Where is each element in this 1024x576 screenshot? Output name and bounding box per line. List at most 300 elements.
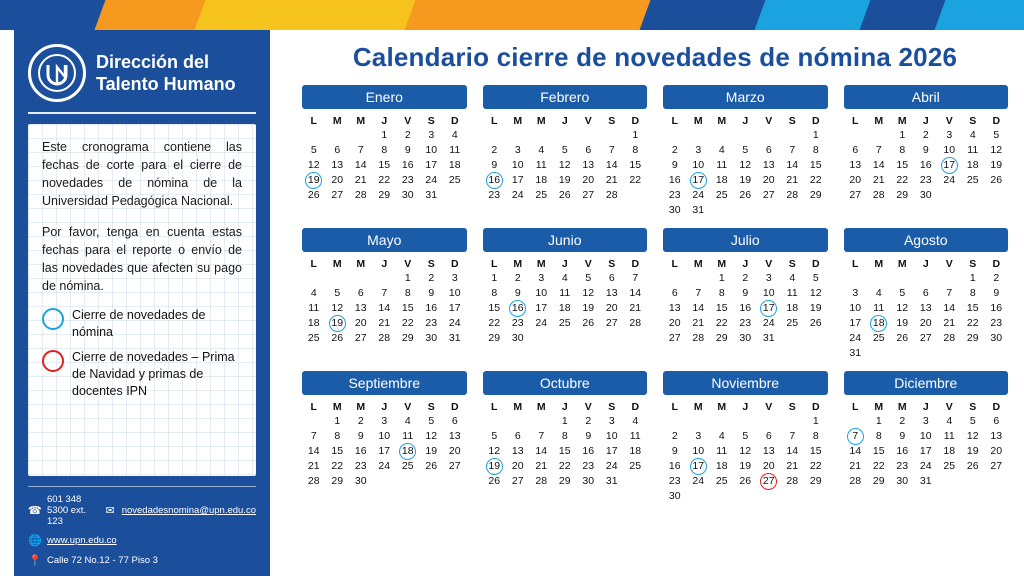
week-row bbox=[844, 286, 1009, 301]
week-row bbox=[844, 143, 1009, 158]
day-cell: 24 bbox=[919, 460, 932, 472]
weekday-header: V bbox=[404, 401, 412, 413]
weekday-header: D bbox=[450, 115, 459, 127]
day-cell-empty bbox=[710, 203, 734, 218]
day-cell-empty bbox=[373, 474, 397, 489]
month-table bbox=[844, 256, 1009, 361]
day-cell: 12 bbox=[809, 287, 822, 299]
day-cell: 5 bbox=[334, 287, 341, 299]
day-cell: 20 bbox=[849, 174, 862, 186]
week-row bbox=[663, 143, 828, 158]
address-text: Calle 72 No.12 - 77 Piso 3 bbox=[47, 555, 158, 566]
day-cell: 18 bbox=[307, 317, 320, 329]
week-row bbox=[663, 286, 828, 301]
day-cell: 16 bbox=[739, 302, 752, 314]
day-cell-empty bbox=[302, 271, 326, 286]
week-row bbox=[663, 331, 828, 346]
day-cell: 15 bbox=[872, 445, 885, 457]
day-cell: 13 bbox=[605, 287, 618, 299]
day-cell: 22 bbox=[896, 174, 909, 186]
day-cell: 25 bbox=[535, 189, 548, 201]
day-cell: 14 bbox=[378, 302, 391, 314]
day-cell: 19 bbox=[425, 445, 438, 457]
week-row bbox=[302, 271, 467, 286]
weekday-header: V bbox=[584, 258, 592, 270]
contact-address bbox=[28, 554, 256, 567]
day-cell: 29 bbox=[558, 475, 571, 487]
day-cell: 22 bbox=[715, 317, 728, 329]
month-title: Abril bbox=[844, 85, 1009, 109]
week-row bbox=[844, 301, 1009, 316]
day-cell: 30 bbox=[990, 332, 1003, 344]
day-cell: 24 bbox=[849, 332, 862, 344]
day-cell: 13 bbox=[331, 159, 344, 171]
day-cell: 9 bbox=[514, 287, 521, 299]
day-cell: 24 bbox=[762, 317, 775, 329]
week-row bbox=[844, 346, 1009, 361]
weekday-header: D bbox=[811, 401, 820, 413]
day-cell: 24 bbox=[692, 189, 705, 201]
day-cell: 20 bbox=[331, 174, 344, 186]
day-cell: 30 bbox=[919, 189, 932, 201]
day-cell: 8 bbox=[875, 430, 882, 442]
weekday-header: S bbox=[427, 258, 435, 270]
weekday-header: S bbox=[608, 258, 616, 270]
weekday-header: J bbox=[742, 401, 749, 413]
week-row bbox=[844, 444, 1009, 459]
day-cell: 10 bbox=[919, 430, 932, 442]
day-cell: 6 bbox=[585, 144, 592, 156]
week-row bbox=[302, 173, 467, 188]
day-cell: 6 bbox=[852, 144, 859, 156]
weekday-header: J bbox=[381, 258, 388, 270]
weekday-header: M bbox=[693, 401, 703, 413]
weekday-header: M bbox=[874, 401, 884, 413]
week-row bbox=[483, 128, 648, 143]
weekday-header: J bbox=[922, 115, 929, 127]
day-cell: 2 bbox=[742, 272, 749, 284]
day-cell: 4 bbox=[451, 129, 458, 141]
day-cell-empty bbox=[443, 474, 467, 489]
day-cell-empty bbox=[781, 489, 805, 504]
day-cell: 22 bbox=[629, 174, 642, 186]
day-cell: 17 bbox=[511, 174, 524, 186]
day-cell: 4 bbox=[310, 287, 317, 299]
weekday-header: S bbox=[788, 115, 796, 127]
day-cell: 12 bbox=[582, 287, 595, 299]
day-cell: 23 bbox=[425, 317, 438, 329]
day-cell: 18 bbox=[786, 302, 799, 314]
day-cell: 12 bbox=[307, 159, 320, 171]
day-cell: 13 bbox=[762, 159, 775, 171]
weekday-header: M bbox=[897, 115, 907, 127]
day-cell-empty bbox=[867, 128, 891, 143]
day-cell: 14 bbox=[307, 445, 320, 457]
day-cell: 12 bbox=[488, 445, 501, 457]
weekday-header: S bbox=[608, 401, 616, 413]
day-cell-empty bbox=[663, 128, 687, 143]
day-cell: 2 bbox=[899, 415, 906, 427]
day-cell: 15 bbox=[809, 159, 822, 171]
day-cell: 4 bbox=[718, 430, 725, 442]
weekday-header: M bbox=[717, 401, 727, 413]
day-cell: 29 bbox=[331, 475, 344, 487]
day-cell: 21 bbox=[629, 302, 642, 314]
day-cell: 31 bbox=[762, 332, 775, 344]
month-noviembre bbox=[663, 371, 828, 504]
week-row bbox=[302, 414, 467, 429]
day-cell: 21 bbox=[786, 174, 799, 186]
day-cell-empty bbox=[985, 346, 1009, 361]
day-cell-empty bbox=[867, 271, 891, 286]
weekday-header: M bbox=[513, 401, 523, 413]
day-cell: 29 bbox=[401, 332, 414, 344]
month-junio bbox=[483, 228, 648, 361]
day-cell-marked: 19 bbox=[331, 317, 344, 329]
day-cell: 24 bbox=[605, 460, 618, 472]
day-cell: 11 bbox=[716, 159, 728, 171]
day-cell: 15 bbox=[966, 302, 979, 314]
day-cell: 17 bbox=[919, 445, 932, 457]
day-cell: 27 bbox=[354, 332, 367, 344]
day-cell: 17 bbox=[448, 302, 461, 314]
ribbon-stripe bbox=[195, 0, 436, 30]
day-cell: 6 bbox=[765, 430, 772, 442]
day-cell: 26 bbox=[425, 460, 438, 472]
day-cell-marked: 16 bbox=[511, 302, 524, 314]
day-cell: 25 bbox=[558, 317, 571, 329]
day-cell: 30 bbox=[739, 332, 752, 344]
weekday-header: D bbox=[811, 258, 820, 270]
week-row bbox=[663, 474, 828, 489]
day-cell-marked: 19 bbox=[488, 460, 501, 472]
day-cell: 3 bbox=[922, 415, 929, 427]
week-row bbox=[663, 301, 828, 316]
day-cell-empty bbox=[530, 331, 554, 346]
legend bbox=[42, 307, 242, 399]
day-cell: 26 bbox=[558, 189, 571, 201]
month-table bbox=[663, 399, 828, 504]
day-cell: 27 bbox=[331, 189, 344, 201]
day-cell: 16 bbox=[582, 445, 595, 457]
month-title: Septiembre bbox=[302, 371, 467, 395]
day-cell: 10 bbox=[605, 430, 618, 442]
day-cell: 15 bbox=[896, 159, 909, 171]
day-cell-empty bbox=[624, 331, 648, 346]
day-cell: 2 bbox=[404, 129, 411, 141]
weekday-header: V bbox=[945, 258, 953, 270]
day-cell: 28 bbox=[786, 189, 799, 201]
day-cell-empty bbox=[577, 331, 601, 346]
day-cell: 22 bbox=[378, 174, 391, 186]
day-cell: 5 bbox=[742, 430, 749, 442]
day-cell-empty bbox=[757, 489, 781, 504]
day-cell: 6 bbox=[514, 430, 521, 442]
day-cell: 26 bbox=[966, 460, 979, 472]
day-cell: 7 bbox=[632, 272, 639, 284]
weekday-header: J bbox=[381, 115, 388, 127]
day-cell: 1 bbox=[718, 272, 725, 284]
day-cell: 11 bbox=[629, 430, 641, 442]
day-cell-empty bbox=[938, 474, 962, 489]
day-cell: 28 bbox=[354, 189, 367, 201]
day-cell-empty bbox=[326, 271, 350, 286]
day-cell: 20 bbox=[762, 174, 775, 186]
sidebar bbox=[14, 30, 270, 576]
weekday-header: V bbox=[945, 401, 953, 413]
day-cell: 22 bbox=[809, 174, 822, 186]
day-cell: 11 bbox=[943, 430, 955, 442]
month-febrero bbox=[483, 85, 648, 218]
day-cell: 22 bbox=[488, 317, 501, 329]
day-cell: 20 bbox=[448, 445, 461, 457]
day-cell-marked: 17 bbox=[943, 159, 956, 171]
month-abril bbox=[844, 85, 1009, 218]
weekday-header: J bbox=[742, 258, 749, 270]
day-cell-empty bbox=[757, 414, 781, 429]
day-cell: 23 bbox=[919, 174, 932, 186]
weekday-header: M bbox=[356, 115, 366, 127]
weekday-header: M bbox=[536, 258, 546, 270]
day-cell: 12 bbox=[331, 302, 344, 314]
day-cell: 4 bbox=[718, 144, 725, 156]
day-cell: 28 bbox=[786, 475, 799, 487]
weekday-header: M bbox=[717, 115, 727, 127]
day-cell: 21 bbox=[354, 174, 367, 186]
day-cell: 26 bbox=[488, 475, 501, 487]
day-cell: 30 bbox=[582, 475, 595, 487]
day-cell: 20 bbox=[990, 445, 1003, 457]
day-cell: 5 bbox=[812, 272, 819, 284]
red-circle-icon bbox=[42, 350, 64, 372]
day-cell: 15 bbox=[558, 445, 571, 457]
day-cell-empty bbox=[302, 128, 326, 143]
phone-number: 601 348 5300 ext. 123 bbox=[47, 494, 87, 527]
weekday-header: M bbox=[332, 258, 342, 270]
day-cell: 21 bbox=[943, 317, 956, 329]
ribbon-stripe bbox=[405, 0, 666, 30]
day-cell: 9 bbox=[671, 445, 678, 457]
day-cell: 12 bbox=[990, 144, 1003, 156]
month-title: Diciembre bbox=[844, 371, 1009, 395]
day-cell: 13 bbox=[511, 445, 524, 457]
day-cell: 23 bbox=[354, 460, 367, 472]
weekday-header: J bbox=[561, 115, 568, 127]
day-cell: 7 bbox=[789, 430, 796, 442]
info-card bbox=[28, 124, 256, 476]
weekday-header: M bbox=[897, 258, 907, 270]
day-cell-empty bbox=[530, 414, 554, 429]
weekday-header: M bbox=[693, 258, 703, 270]
day-cell: 9 bbox=[357, 430, 364, 442]
day-cell: 12 bbox=[966, 430, 979, 442]
day-cell: 19 bbox=[990, 159, 1003, 171]
day-cell: 11 bbox=[449, 144, 461, 156]
weekday-header: S bbox=[608, 115, 616, 127]
weekday-header: D bbox=[631, 115, 640, 127]
day-cell: 3 bbox=[608, 415, 615, 427]
day-cell: 12 bbox=[425, 430, 438, 442]
week-row bbox=[302, 301, 467, 316]
day-cell: 26 bbox=[896, 332, 909, 344]
week-row bbox=[483, 444, 648, 459]
week-row bbox=[844, 158, 1009, 173]
day-cell: 20 bbox=[354, 317, 367, 329]
week-row bbox=[483, 158, 648, 173]
day-cell: 16 bbox=[425, 302, 438, 314]
day-cell: 14 bbox=[354, 159, 367, 171]
day-cell-marked: 19 bbox=[307, 174, 320, 186]
day-cell: 29 bbox=[872, 475, 885, 487]
day-cell: 27 bbox=[919, 332, 932, 344]
weekday-header: D bbox=[992, 401, 1001, 413]
weekday-header: V bbox=[765, 115, 773, 127]
week-row bbox=[663, 316, 828, 331]
month-table bbox=[302, 113, 467, 203]
day-cell: 4 bbox=[404, 415, 411, 427]
day-cell: 25 bbox=[943, 460, 956, 472]
weekday-header: J bbox=[561, 258, 568, 270]
day-cell-marked: 16 bbox=[488, 174, 501, 186]
day-cell: 25 bbox=[966, 174, 979, 186]
day-cell: 30 bbox=[401, 189, 414, 201]
day-cell: 30 bbox=[511, 332, 524, 344]
day-cell-empty bbox=[914, 346, 938, 361]
email-address[interactable]: novedadesnomina@upn.edu.co bbox=[121, 505, 256, 516]
day-cell: 10 bbox=[378, 430, 391, 442]
day-cell: 19 bbox=[582, 302, 595, 314]
day-cell: 5 bbox=[428, 415, 435, 427]
day-cell: 26 bbox=[331, 332, 344, 344]
day-cell: 9 bbox=[585, 430, 592, 442]
week-row bbox=[483, 316, 648, 331]
day-cell: 23 bbox=[739, 317, 752, 329]
day-cell: 23 bbox=[896, 460, 909, 472]
day-cell: 7 bbox=[875, 144, 882, 156]
day-cell-empty bbox=[938, 346, 962, 361]
week-row bbox=[483, 173, 648, 188]
contact-block bbox=[28, 486, 256, 567]
day-cell: 17 bbox=[605, 445, 618, 457]
day-cell: 18 bbox=[715, 174, 728, 186]
day-cell-empty bbox=[891, 271, 915, 286]
day-cell-empty bbox=[985, 474, 1009, 489]
day-cell: 15 bbox=[629, 159, 642, 171]
day-cell: 10 bbox=[943, 144, 956, 156]
weekday-header: D bbox=[450, 258, 459, 270]
day-cell: 30 bbox=[354, 475, 367, 487]
week-row bbox=[663, 429, 828, 444]
day-cell: 3 bbox=[765, 272, 772, 284]
day-cell-empty bbox=[600, 128, 624, 143]
day-cell: 30 bbox=[425, 332, 438, 344]
page-title: Calendario cierre de novedades de nómina 2026 bbox=[352, 42, 958, 72]
day-cell: 1 bbox=[812, 415, 819, 427]
day-cell: 14 bbox=[692, 302, 705, 314]
day-cell-empty bbox=[781, 331, 805, 346]
day-cell: 17 bbox=[378, 445, 391, 457]
week-row bbox=[663, 203, 828, 218]
day-cell: 31 bbox=[448, 332, 461, 344]
month-table bbox=[844, 113, 1009, 203]
month-agosto bbox=[844, 228, 1009, 361]
day-cell: 16 bbox=[668, 174, 681, 186]
week-row bbox=[844, 414, 1009, 429]
day-cell: 4 bbox=[789, 272, 796, 284]
day-cell-empty bbox=[396, 474, 420, 489]
day-cell: 20 bbox=[511, 460, 524, 472]
day-cell: 12 bbox=[739, 159, 752, 171]
day-cell: 8 bbox=[491, 287, 498, 299]
weekday-header: L bbox=[310, 258, 317, 270]
day-cell: 10 bbox=[511, 159, 524, 171]
day-cell: 5 bbox=[899, 287, 906, 299]
weekday-header: M bbox=[356, 401, 366, 413]
day-cell: 3 bbox=[451, 272, 458, 284]
month-table bbox=[483, 113, 648, 203]
weekday-header: J bbox=[742, 115, 749, 127]
day-cell: 3 bbox=[695, 430, 702, 442]
day-cell: 29 bbox=[809, 189, 822, 201]
day-cell: 4 bbox=[875, 287, 882, 299]
day-cell: 2 bbox=[671, 430, 678, 442]
day-cell: 27 bbox=[511, 475, 524, 487]
day-cell-empty bbox=[938, 271, 962, 286]
day-cell: 27 bbox=[582, 189, 595, 201]
day-cell: 25 bbox=[786, 317, 799, 329]
calendar-grid bbox=[302, 85, 1008, 504]
brand-title bbox=[96, 51, 236, 96]
day-cell: 22 bbox=[966, 317, 979, 329]
week-row bbox=[483, 188, 648, 203]
day-cell-empty bbox=[624, 188, 648, 203]
day-cell: 28 bbox=[605, 189, 618, 201]
weekday-header: M bbox=[897, 401, 907, 413]
day-cell: 25 bbox=[307, 332, 320, 344]
month-julio bbox=[663, 228, 828, 361]
month-table bbox=[663, 113, 828, 218]
day-cell: 17 bbox=[425, 159, 438, 171]
weekday-header: D bbox=[992, 258, 1001, 270]
weekday-header: J bbox=[922, 401, 929, 413]
day-cell: 26 bbox=[582, 317, 595, 329]
website-link[interactable]: www.upn.edu.co bbox=[47, 535, 117, 546]
day-cell: 29 bbox=[488, 332, 501, 344]
day-cell: 27 bbox=[668, 332, 681, 344]
weekday-header: L bbox=[852, 258, 859, 270]
weekday-header: J bbox=[381, 401, 388, 413]
day-cell: 5 bbox=[969, 415, 976, 427]
week-row bbox=[663, 158, 828, 173]
divider bbox=[28, 486, 256, 487]
day-cell: 22 bbox=[401, 317, 414, 329]
day-cell: 14 bbox=[786, 159, 799, 171]
week-row bbox=[844, 474, 1009, 489]
day-cell: 9 bbox=[404, 144, 411, 156]
day-cell-empty bbox=[577, 128, 601, 143]
day-cell: 15 bbox=[331, 445, 344, 457]
day-cell: 20 bbox=[605, 302, 618, 314]
weekday-header: D bbox=[450, 401, 459, 413]
week-row bbox=[302, 128, 467, 143]
day-cell: 27 bbox=[605, 317, 618, 329]
day-cell: 13 bbox=[582, 159, 595, 171]
day-cell: 5 bbox=[310, 144, 317, 156]
weekday-header: L bbox=[491, 401, 498, 413]
day-cell-empty bbox=[734, 128, 758, 143]
day-cell: 17 bbox=[849, 317, 862, 329]
weekday-header: V bbox=[584, 401, 592, 413]
